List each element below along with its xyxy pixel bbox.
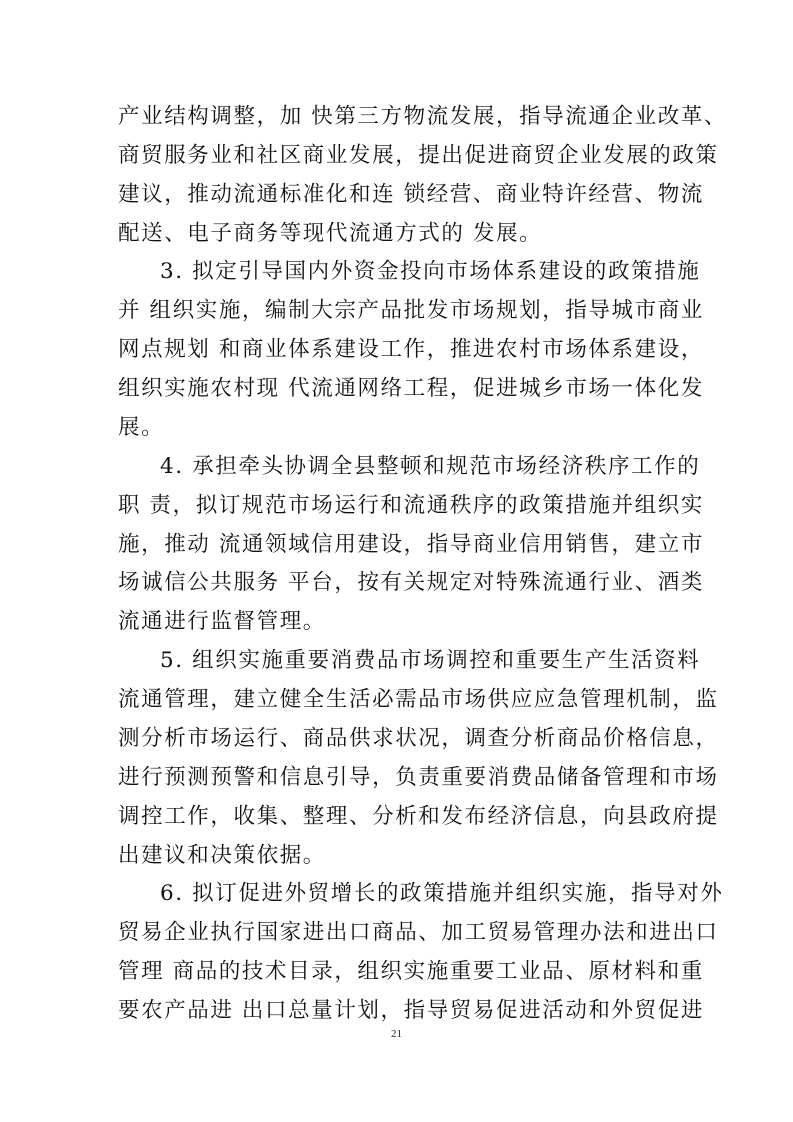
text-line: 商贸服务业和社区商业发展，提出促进商贸企业发展的政策 xyxy=(118,143,719,168)
paragraph-start-line: 4. 承担牵头协调全县整顿和规范市场经济秩序工作的 xyxy=(160,454,701,479)
text-line: 出建议和决策依据。 xyxy=(118,843,326,868)
text-line: 进行预测预警和信息引导，负责重要消费品储备管理和市场 xyxy=(118,765,719,790)
paragraph-start-line: 6. 拟订促进外贸增长的政策措施并组织实施，指导对外 xyxy=(160,881,724,906)
text-line: 管理 商品的技术目录，组织实施重要工业品、原材料和重 xyxy=(118,959,704,984)
text-line: 并 组织实施，编制大宗产品批发市场规划，指导城市商业 xyxy=(118,298,704,323)
text-line: 场诚信公共服务 平台，按有关规定对特殊流通行业、酒类 xyxy=(118,570,704,595)
page-number: 21 xyxy=(391,1028,402,1040)
text-line: 测分析市场运行、商品供求状况，调查分析商品价格信息， xyxy=(118,726,719,751)
text-line: 产业结构调整，加 快第三方物流发展，指导流通企业改革、 xyxy=(118,104,728,129)
text-line: 配送、电子商务等现代流通方式的 发展。 xyxy=(118,221,543,246)
text-line: 施，推动 流通领域信用建设，指导商业信用销售，建立市 xyxy=(118,532,704,557)
text-line: 组织实施农村现 代流通网络工程，促进城乡市场一体化发 xyxy=(118,376,704,401)
paragraph-start-line: 5. 组织实施重要消费品市场调控和重要生产生活资料 xyxy=(160,648,701,673)
text-line: 流通管理，建立健全生活必需品市场供应应急管理机制，监 xyxy=(118,687,719,712)
text-line: 网点规划 和商业体系建设工作，推进农村市场体系建设， xyxy=(118,337,704,362)
text-line: 贸易企业执行国家进出口商品、加工贸易管理办法和进出口 xyxy=(118,920,719,945)
text-line: 职 责，拟订规范市场运行和流通秩序的政策措施并组织实 xyxy=(118,493,704,518)
paragraph-start-line: 3. 拟定引导国内外资金投向市场体系建设的政策措施 xyxy=(160,259,701,284)
text-line: 要农产品进 出口总量计划，指导贸易促进活动和外贸促进 xyxy=(118,998,704,1023)
text-line: 调控工作，收集、整理、分析和发布经济信息，向县政府提 xyxy=(118,804,719,829)
text-line: 建议，推动流通标准化和连 锁经营、商业特许经营、物流 xyxy=(118,182,704,207)
text-line: 展。 xyxy=(118,415,165,440)
text-line: 流通进行监督管理。 xyxy=(118,609,326,634)
